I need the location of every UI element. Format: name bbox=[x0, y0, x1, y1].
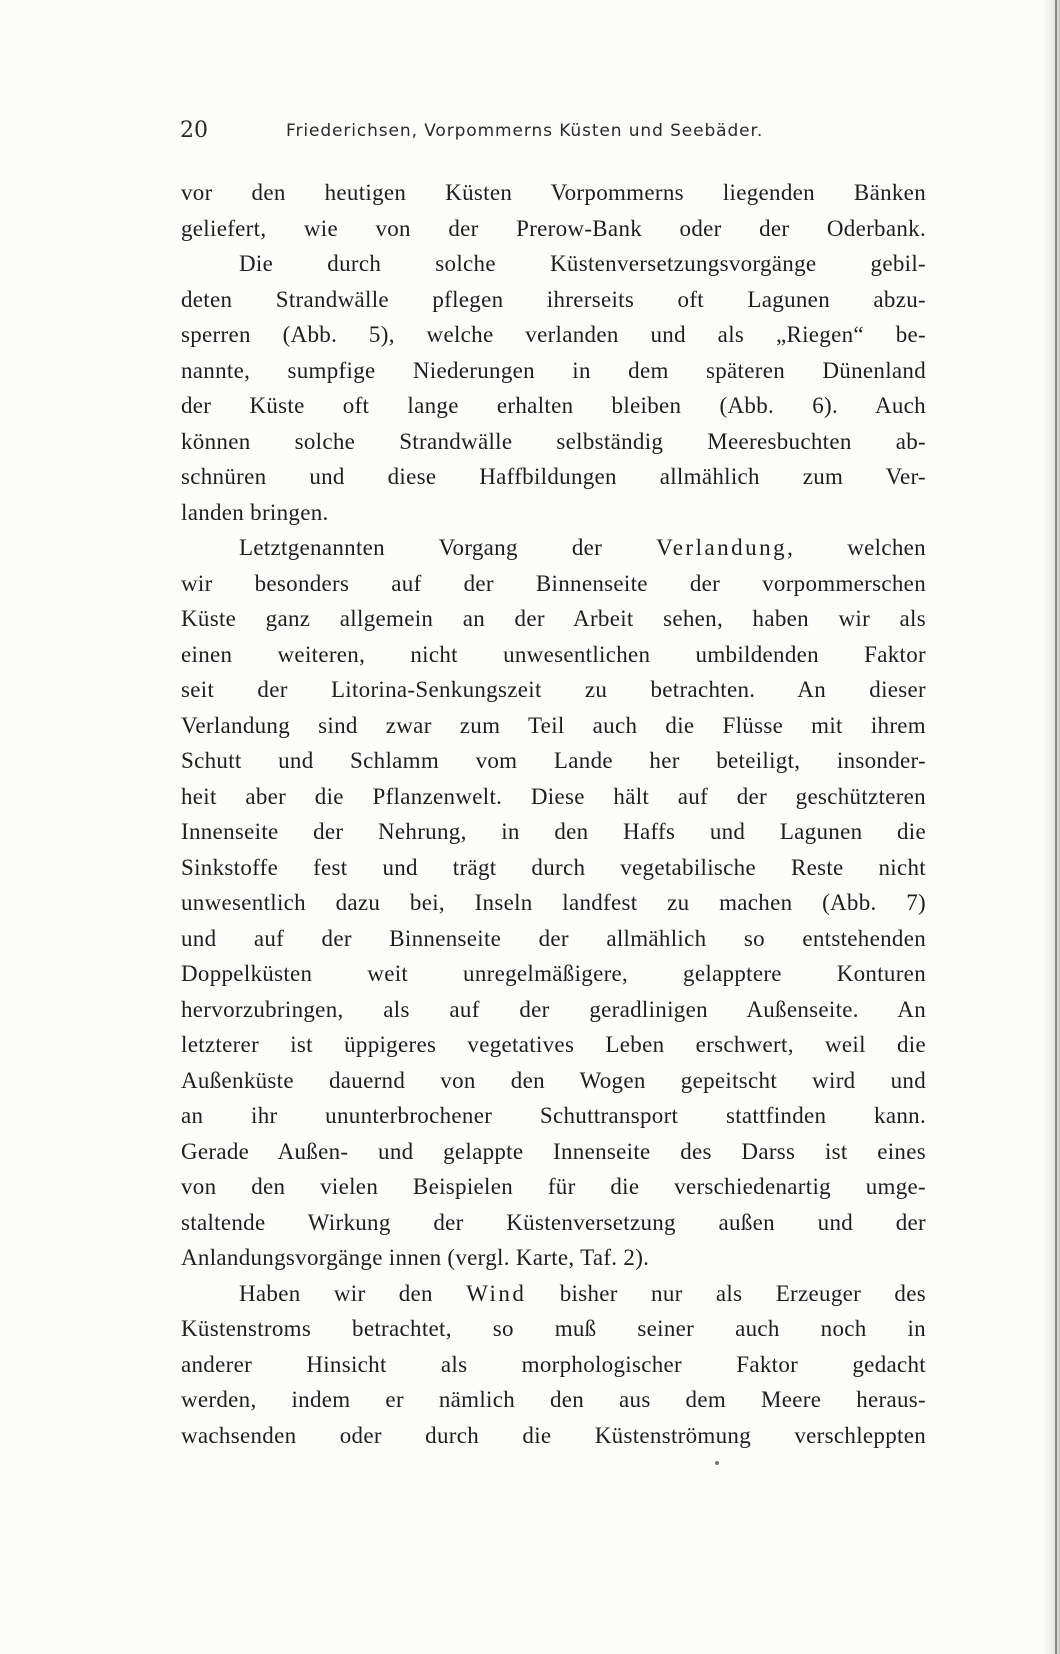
text-line: Küste ganz allgemein an der Arbeit sehen, haben wir als bbox=[181, 606, 926, 631]
running-title: Friederichsen, Vorpommerns Küsten und Seebäder. bbox=[286, 121, 764, 141]
text-segment: Haben wir den bbox=[239, 1280, 433, 1306]
page-edge-shadow bbox=[1042, 0, 1060, 1654]
text-line: an ihr ununterbrochener Schuttransport stattfinden kann. bbox=[181, 1103, 926, 1128]
text-line: Gerade Außen- und gelappte Innenseite des Darss ist eines bbox=[181, 1138, 926, 1164]
text-line: hervorzubringen, als auf der geradlinigen Außenseite. An bbox=[181, 996, 926, 1022]
text-line: seit der Litorina-Senkungszeit zu betrachten. An dieser bbox=[181, 677, 926, 702]
emphasized-term: Verlandung bbox=[656, 535, 788, 560]
paragraph-start-line bbox=[181, 530, 926, 566]
ink-speck bbox=[715, 1461, 719, 1465]
paragraph-start-line bbox=[181, 1276, 926, 1312]
text-line: Außenküste dauernd von den Wogen gepeitscht wird und bbox=[181, 1067, 926, 1093]
text-line: vor den heutigen Küsten Vorpommerns liegenden Bänken bbox=[181, 180, 926, 205]
text-line: einen weiteren, nicht unwesentlichen umbildenden Faktor bbox=[181, 641, 926, 667]
text-line: werden, indem er nämlich den aus dem Meere heraus- bbox=[181, 1387, 926, 1412]
text-line: und auf der Binnenseite der allmählich so entstehenden bbox=[181, 925, 926, 951]
page-header bbox=[180, 118, 940, 148]
text-line: der Küste oft lange erhalten bleiben (Abb. 6). Auch bbox=[181, 393, 926, 418]
text-line: deten Strandwälle pflegen ihrerseits oft Lagunen abzu- bbox=[181, 286, 926, 312]
text-line: staltende Wirkung der Küstenversetzung außen und der bbox=[181, 1209, 926, 1235]
text-line: Doppelküsten weit unregelmäßigere, gelapptere Konturen bbox=[181, 961, 926, 986]
paragraph-end-line: Anlandungsvorgänge innen (vergl. Karte, Taf. 2). bbox=[181, 1245, 650, 1270]
text-line: schnüren und diese Haffbildungen allmählich zum Ver- bbox=[181, 464, 926, 489]
text-segment: Letztgenannten Vorgang der bbox=[239, 535, 603, 560]
text-line: unwesentlich dazu bei, Inseln landfest zu machen (Abb. 7) bbox=[181, 890, 926, 915]
text-line: heit aber die Pflanzenwelt. Diese hält auf der geschützteren bbox=[181, 783, 926, 809]
emphasized-term: Wind bbox=[466, 1280, 527, 1306]
text-line: von den vielen Beispielen für die verschiedenartig umge- bbox=[181, 1174, 926, 1199]
page-number: 20 bbox=[180, 118, 208, 143]
text-line: nannte, sumpfige Niederungen in dem späteren Dünenland bbox=[181, 357, 926, 383]
text-line: anderer Hinsicht als morphologischer Faktor gedacht bbox=[181, 1351, 926, 1377]
text-line: Küstenstroms betrachtet, so muß seiner auch noch in bbox=[181, 1316, 926, 1341]
text-segment: bisher nur als Erzeuger des bbox=[559, 1280, 926, 1306]
text-line: letzterer ist üppigeres vegetatives Leben erschwert, weil die bbox=[181, 1032, 926, 1057]
text-line: Sinkstoffe fest und trägt durch vegetabilische Reste nicht bbox=[181, 854, 926, 880]
text-line: geliefert, wie von der Prerow-Bank oder der Oderbank. bbox=[181, 215, 926, 241]
paragraph-start-line: Die durch solche Küstenversetzungsvorgänge gebil- bbox=[239, 251, 926, 276]
text-line: wir besonders auf der Binnenseite der vorpommerschen bbox=[181, 570, 926, 596]
page-edge-line bbox=[1055, 0, 1057, 1654]
paragraph-end-line: landen bringen. bbox=[181, 499, 329, 525]
text-line: Innenseite der Nehrung, in den Haffs und Lagunen die bbox=[181, 819, 926, 844]
body-text bbox=[181, 175, 926, 1453]
text-segment: , welchen bbox=[787, 535, 926, 560]
text-line: Schutt und Schlamm vom Lande her beteiligt, insonder- bbox=[181, 748, 926, 773]
text-line: wachsenden oder durch die Küstenströmung verschleppten bbox=[181, 1422, 926, 1448]
text-line: Verlandung sind zwar zum Teil auch die Flüsse mit ihrem bbox=[181, 712, 926, 738]
text-line: können solche Strandwälle selbständig Meeresbuchten ab- bbox=[181, 428, 926, 454]
text-line: sperren (Abb. 5), welche verlanden und als „Riegen“ be- bbox=[181, 322, 926, 347]
